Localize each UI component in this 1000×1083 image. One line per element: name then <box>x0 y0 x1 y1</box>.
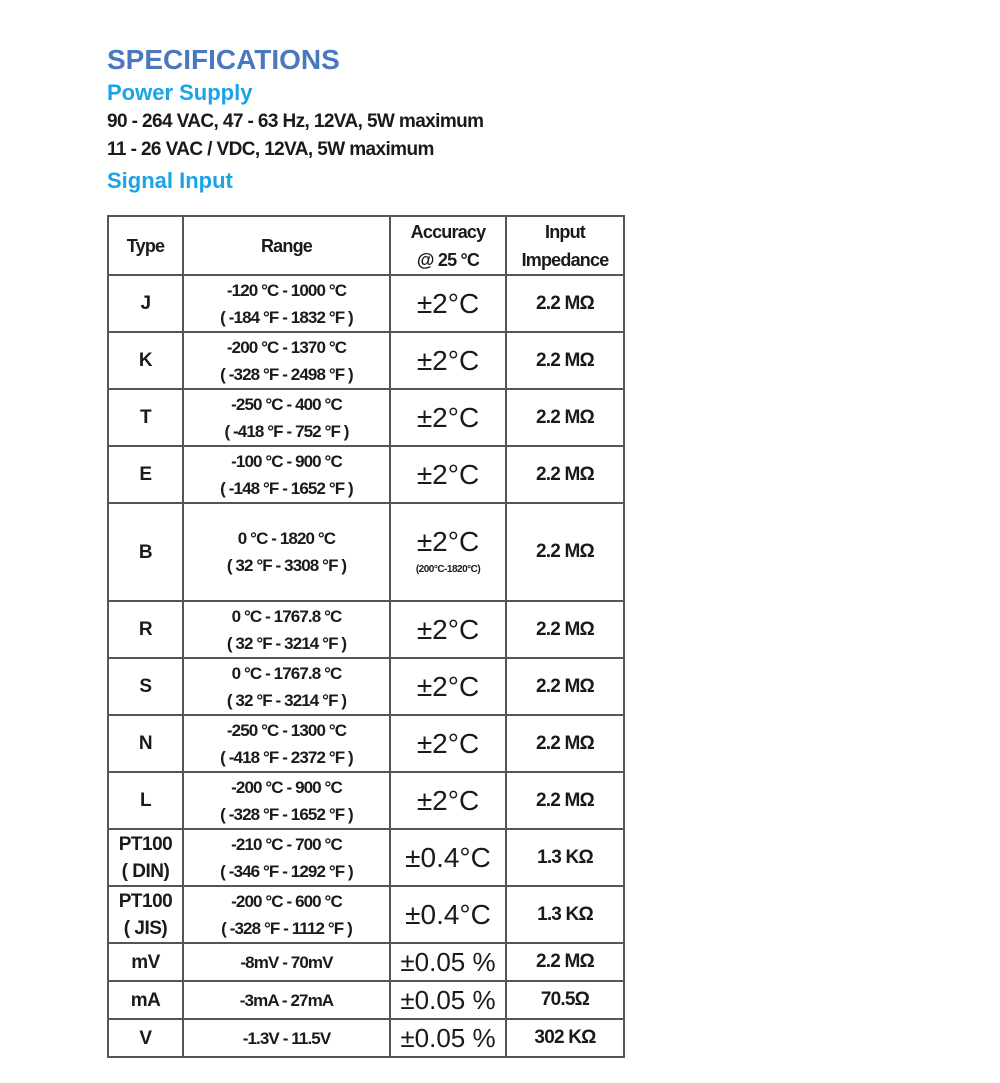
table-row <box>108 829 624 886</box>
range-line: ( -328 °F - 2498 °F ) <box>220 364 353 384</box>
cell-range <box>183 772 390 829</box>
type-label: S <box>139 676 152 697</box>
cell-impedance: 2.2 MΩ <box>506 503 624 601</box>
type-label: V <box>139 1027 152 1049</box>
accuracy-value: ±2°C <box>416 784 480 816</box>
cell-impedance: 1.3 KΩ <box>506 886 624 943</box>
cell-range <box>183 503 390 601</box>
type-label: mV <box>131 951 160 973</box>
type-label: N <box>138 733 153 754</box>
type-label: PT100 <box>118 833 173 855</box>
range-line: 0 °C - 1820 °C <box>237 529 336 548</box>
range-line: -200 °C - 1370 °C <box>226 337 347 357</box>
cell-impedance: 2.2 MΩ <box>506 389 624 446</box>
accuracy-value: ±2°C <box>416 613 480 645</box>
type-label: PT100 <box>118 890 173 912</box>
cell-impedance: 2.2 MΩ <box>506 715 624 772</box>
type-label: J <box>140 293 151 314</box>
cell-range <box>183 886 390 943</box>
header-impedance-line1: Input <box>545 221 585 242</box>
table-row <box>108 503 624 601</box>
header-accuracy <box>390 216 506 275</box>
range-line: ( -418 °F - 752 °F ) <box>224 421 349 441</box>
header-accuracy-line1: Accuracy <box>410 221 486 242</box>
cell-type <box>108 772 183 829</box>
power-supply-line: 90 - 264 VAC, 47 - 63 Hz, 12VA, 5W maximum <box>107 111 484 132</box>
page-title: SPECIFICATIONS <box>107 44 340 75</box>
type-label: ( JIS) <box>123 917 168 939</box>
cell-type <box>108 601 183 658</box>
cell-type <box>108 503 183 601</box>
cell-impedance: 70.5Ω <box>506 981 624 1019</box>
accuracy-value: ±0.4°C <box>405 841 491 873</box>
cell-range <box>183 943 390 981</box>
range-line: ( 32 °F - 3214 °F ) <box>226 633 347 653</box>
signal-input-table <box>107 215 625 1058</box>
cell-accuracy <box>390 446 506 503</box>
table-row <box>108 275 624 332</box>
table-row <box>108 943 624 981</box>
accuracy-value: ±2°C <box>416 401 480 433</box>
cell-impedance: 1.3 KΩ <box>506 829 624 886</box>
cell-accuracy <box>390 772 506 829</box>
cell-impedance: 2.2 MΩ <box>506 658 624 715</box>
table-row <box>108 1019 624 1057</box>
cell-accuracy <box>390 1019 506 1057</box>
cell-accuracy <box>390 503 506 601</box>
range-line: ( -346 °F - 1292 °F ) <box>220 861 353 881</box>
type-label: T <box>139 407 152 428</box>
cell-range <box>183 275 390 332</box>
cell-impedance: 2.2 MΩ <box>506 601 624 658</box>
cell-range <box>183 658 390 715</box>
accuracy-value: ±0.05 % <box>400 985 496 1015</box>
cell-accuracy <box>390 715 506 772</box>
cell-accuracy <box>390 389 506 446</box>
table-row <box>108 715 624 772</box>
cell-impedance: 2.2 MΩ <box>506 332 624 389</box>
power-supply-title: Power Supply <box>107 80 253 105</box>
cell-type <box>108 446 183 503</box>
type-label: mA <box>130 989 161 1011</box>
range-line: -200 °C - 900 °C <box>231 777 342 797</box>
range-line: 0 °C - 1767.8 °C <box>231 663 342 683</box>
cell-impedance: 2.2 MΩ <box>506 275 624 332</box>
cell-range <box>183 389 390 446</box>
cell-type <box>108 829 183 886</box>
range-line: -1.3V - 11.5V <box>242 1028 331 1048</box>
cell-range <box>183 1019 390 1057</box>
range-line: -250 °C - 1300 °C <box>226 720 347 740</box>
range-line: -200 °C - 600 °C <box>231 891 342 911</box>
type-label: ( DIN) <box>121 860 170 882</box>
cell-impedance: 2.2 MΩ <box>506 943 624 981</box>
accuracy-value: ±0.4°C <box>405 898 491 930</box>
cell-range <box>183 715 390 772</box>
cell-type <box>108 943 183 981</box>
table-header-row <box>108 216 624 275</box>
accuracy-note: (200°C-1820°C) <box>415 564 481 575</box>
accuracy-value: ±2°C <box>416 670 480 702</box>
cell-type <box>108 981 183 1019</box>
range-line: ( -418 °F - 2372 °F ) <box>220 747 353 767</box>
range-line: ( 32 °F - 3308 °F ) <box>226 556 347 575</box>
cell-accuracy <box>390 275 506 332</box>
range-line: -210 °C - 700 °C <box>231 834 342 854</box>
cell-accuracy <box>390 886 506 943</box>
cell-accuracy <box>390 829 506 886</box>
cell-accuracy <box>390 658 506 715</box>
type-label: L <box>139 790 152 811</box>
header-impedance <box>506 216 624 275</box>
table-row <box>108 886 624 943</box>
type-label: E <box>139 464 152 485</box>
power-supply-line: 11 - 26 VAC / VDC, 12VA, 5W maximum <box>107 139 434 160</box>
type-label: K <box>138 350 153 371</box>
cell-type <box>108 715 183 772</box>
range-line: ( -328 °F - 1652 °F ) <box>220 804 353 824</box>
cell-type <box>108 886 183 943</box>
accuracy-value: ±2°C <box>416 526 480 557</box>
header-impedance-line2: Impedance <box>521 249 609 270</box>
accuracy-value: ±2°C <box>416 344 480 376</box>
cell-range <box>183 829 390 886</box>
table-body <box>108 275 624 1057</box>
specifications-section <box>107 44 637 196</box>
table-row <box>108 446 624 503</box>
cell-range <box>183 332 390 389</box>
signal-input-title: Signal Input <box>107 168 233 193</box>
range-line: 0 °C - 1767.8 °C <box>231 606 342 626</box>
table-row <box>108 772 624 829</box>
accuracy-value: ±2°C <box>416 287 480 319</box>
table-row <box>108 981 624 1019</box>
range-line: -120 °C - 1000 °C <box>226 280 347 300</box>
cell-range <box>183 601 390 658</box>
type-label: B <box>138 541 153 563</box>
range-line: -3mA - 27mA <box>239 990 334 1010</box>
cell-type <box>108 332 183 389</box>
header-type: Type <box>108 216 183 275</box>
cell-accuracy <box>390 332 506 389</box>
range-line: -250 °C - 400 °C <box>231 394 342 414</box>
accuracy-value: ±0.05 % <box>400 947 496 977</box>
cell-type <box>108 389 183 446</box>
power-supply-specs <box>107 108 637 164</box>
cell-type <box>108 658 183 715</box>
cell-type <box>108 1019 183 1057</box>
range-line: ( -184 °F - 1832 °F ) <box>220 307 353 327</box>
table-row <box>108 658 624 715</box>
cell-accuracy <box>390 601 506 658</box>
range-line: -100 °C - 900 °C <box>231 451 342 471</box>
range-line: ( 32 °F - 3214 °F ) <box>226 690 347 710</box>
cell-range <box>183 446 390 503</box>
cell-accuracy <box>390 981 506 1019</box>
range-line: ( -328 °F - 1112 °F ) <box>221 918 352 938</box>
header-accuracy-line2: @ 25 °C <box>416 249 480 270</box>
cell-type <box>108 275 183 332</box>
cell-impedance: 302 KΩ <box>506 1019 624 1057</box>
table-row <box>108 601 624 658</box>
accuracy-value: ±2°C <box>416 458 480 490</box>
cell-impedance: 2.2 MΩ <box>506 446 624 503</box>
accuracy-value: ±2°C <box>416 727 480 759</box>
accuracy-value: ±0.05 % <box>400 1023 496 1053</box>
cell-range <box>183 981 390 1019</box>
range-line: ( -148 °F - 1652 °F ) <box>220 478 353 498</box>
cell-accuracy <box>390 943 506 981</box>
type-label: R <box>138 619 153 640</box>
header-range: Range <box>183 216 390 275</box>
table-row <box>108 332 624 389</box>
cell-impedance: 2.2 MΩ <box>506 772 624 829</box>
range-line: -8mV - 70mV <box>240 952 333 972</box>
table-row <box>108 389 624 446</box>
